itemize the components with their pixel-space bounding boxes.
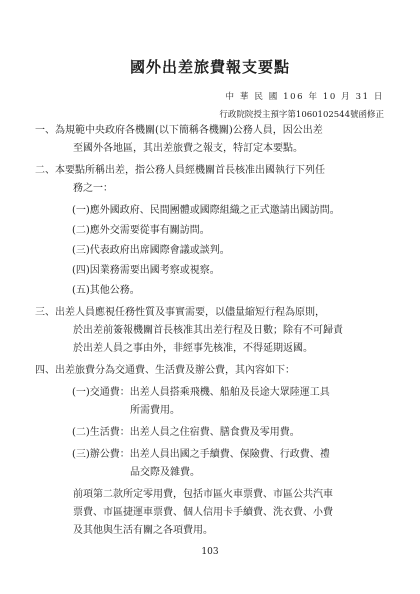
- clause-1-line-1: 一、為規範中央政府各機關(以下簡稱各機關)公務人員，因公出差: [35, 125, 323, 136]
- clause-3-line-1: 三、出差人員應視任務性質及事實需要，以儘量縮短行程為原則，: [35, 307, 325, 318]
- clause-2-item-5: (五)其他公務。: [72, 285, 140, 296]
- clause-2-line-2: 務之一：: [73, 183, 113, 194]
- document-title: 國外出差旅費報支要點: [129, 58, 290, 76]
- clause-4-note-line-3: 及其他與生活有關之各項費用。: [73, 525, 213, 536]
- clause-4-item-2: (二)生活費：出差人員之住宿費、膳食費及零用費。: [72, 427, 300, 438]
- clause-3-line-3: 於出差人員之事由外，非經事先核准，不得延期返國。: [73, 343, 313, 354]
- clause-4-note-line-1: 前項第二款所定零用費，包括市區火車票費、市區公共汽車: [73, 489, 333, 500]
- document-number: 行政院院授主預字第1060102544號函修正: [219, 110, 384, 120]
- clause-4-item-3-line-2: 品交際及雜費。: [130, 467, 200, 478]
- clause-2-item-1: (一)應外國政府、民間團體或國際組織之正式邀請出國訪問。: [72, 205, 340, 216]
- clause-4-item-3-line-1: (三)辦公費：出差人員出國之手續費、保險費、行政費、禮: [72, 449, 330, 460]
- clause-2-item-4: (四)因業務需要出國考察或視察。: [72, 265, 220, 276]
- page-number: 103: [201, 547, 219, 557]
- revision-date: 中 華 民 國 106 年 10 月 31 日: [225, 92, 384, 102]
- clause-3-line-2: 於出差前簽報機關首長核准其出差行程及日數；除有不可歸責: [73, 325, 343, 336]
- clause-4-item-1-line-1: (一)交通費：出差人員搭乘飛機、船舶及長途大眾陸運工具: [72, 387, 330, 398]
- clause-2-line-1: 二、本要點所稱出差，指公務人員經機關首長核准出國執行下列任: [35, 165, 325, 176]
- clause-2-item-3: (三)代表政府出席國際會議或談判。: [72, 245, 230, 256]
- clause-4-line-1: 四、出差旅費分為交通費、生活費及辦公費，其內容如下：: [35, 365, 295, 376]
- clause-2-item-2: (二)應外交需要從事有關訪問。: [72, 225, 210, 236]
- clause-4-note-line-2: 票費、市區捷運車票費、個人信用卡手續費、洗衣費、小費: [73, 507, 333, 518]
- clause-4-item-1-line-2: 所需費用。: [130, 405, 180, 416]
- clause-1-line-2: 至國外各地區，其出差旅費之報支，特訂定本要點。: [73, 143, 303, 154]
